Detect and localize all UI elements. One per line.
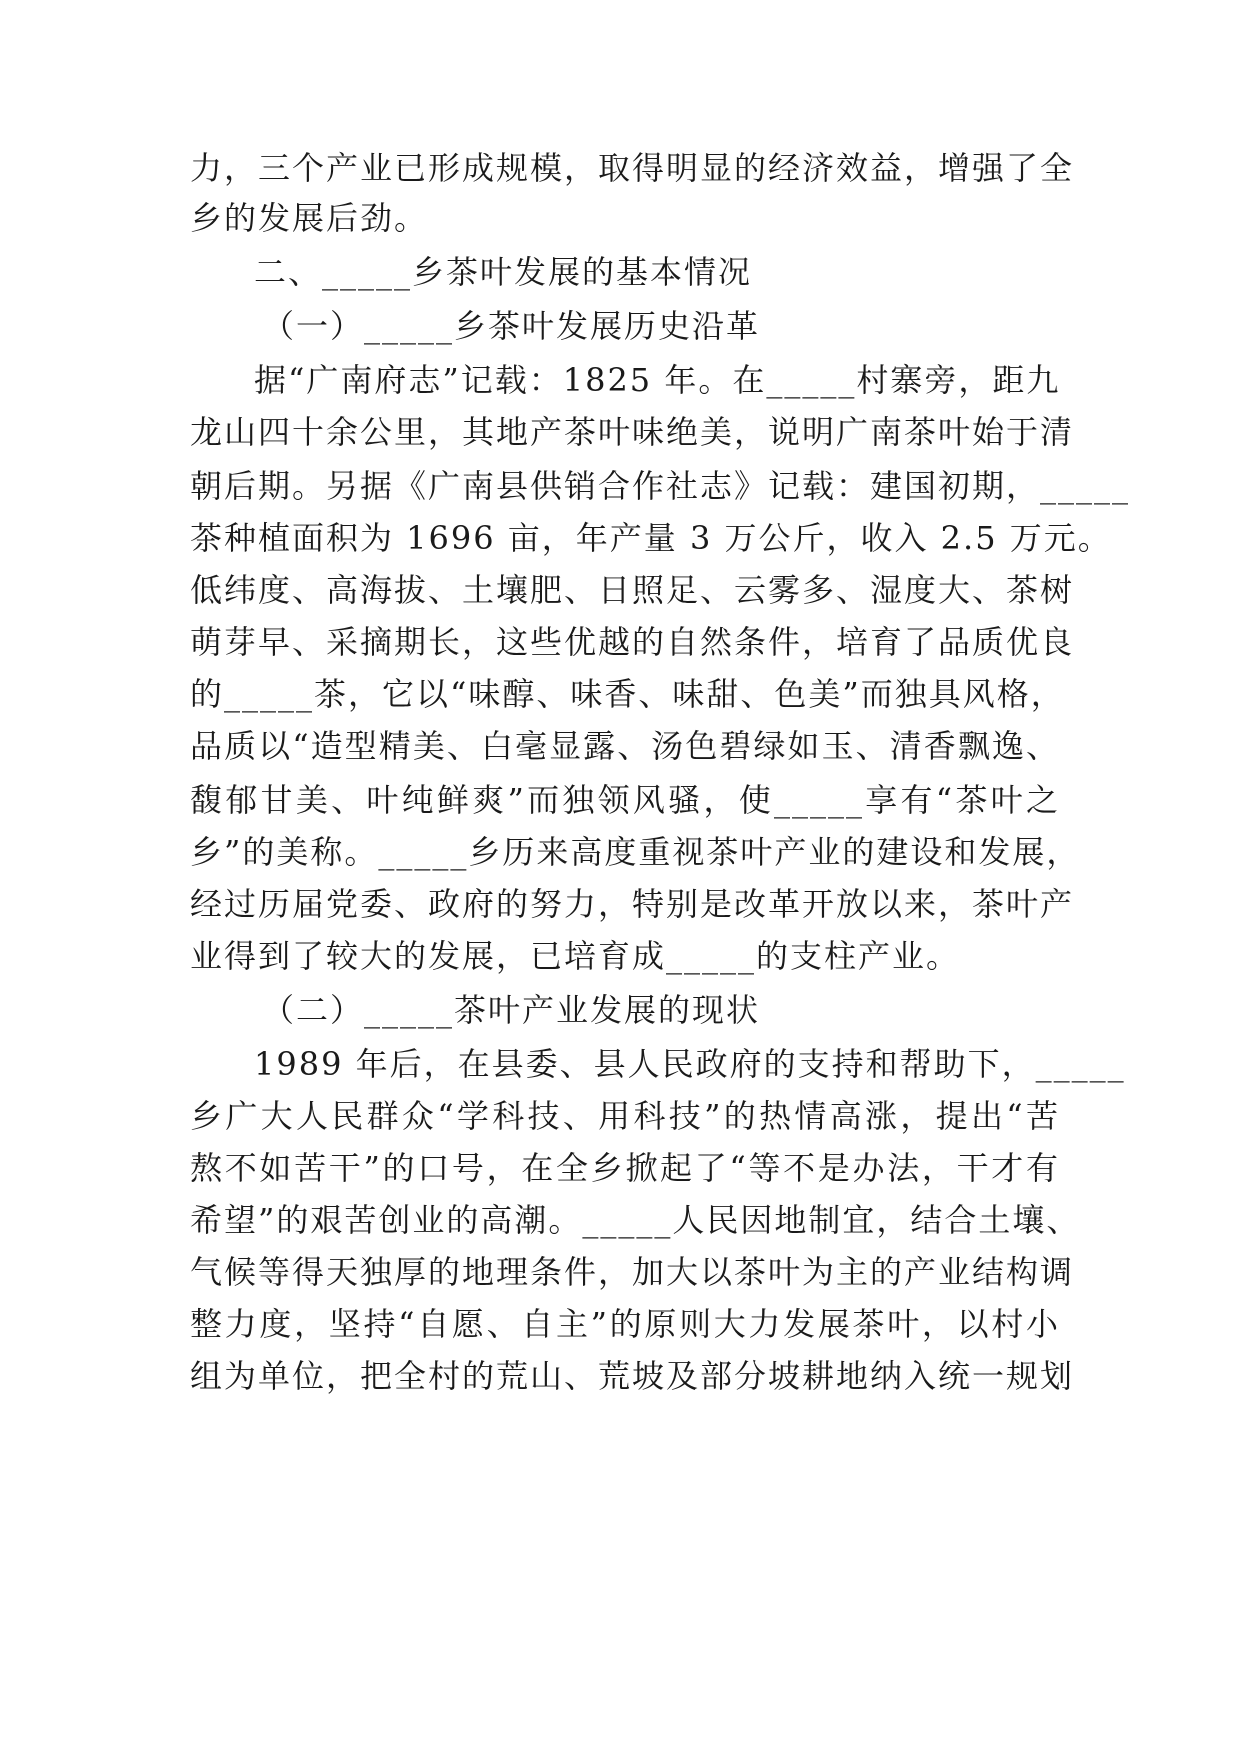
body-text-line: 馥郁甘美、叶纯鲜爽”而独领风骚，使_____享有“茶叶之 — [190, 781, 1060, 819]
body-text-line: 萌芽早、采摘期长，这些优越的自然条件，培育了品质优良 — [190, 623, 1075, 661]
body-text-line: 茶种植面积为 1696 亩，年产量 3 万公斤，收入 2.5 万元。 — [190, 519, 1112, 557]
subsection-heading: （一）_____乡茶叶发展历史沿革 — [262, 307, 761, 345]
body-text-line: 乡”的美称。_____乡历来高度重视茶叶产业的建设和发展， — [190, 833, 1081, 871]
body-text-line: 组为单位，把全村的荒山、荒坡及部分坡耕地纳入统一规划 — [190, 1357, 1075, 1395]
section-heading: 二、_____乡茶叶发展的基本情况 — [254, 253, 753, 291]
body-text-line: 气候等得天独厚的地理条件，加大以茶叶为主的产业结构调 — [190, 1253, 1075, 1291]
body-text-line: 熬不如苦干”的口号，在全乡掀起了“等不是办法，干才有 — [190, 1149, 1060, 1187]
body-text-line: 乡广大人民群众“学科技、用科技”的热情高涨，提出“苦 — [190, 1097, 1060, 1135]
body-text-line: 力，三个产业已形成规模，取得明显的经济效益，增强了全 — [190, 149, 1075, 187]
body-text-line: 经过历届党委、政府的努力，特别是改革开放以来，茶叶产 — [190, 885, 1075, 923]
subsection-heading: （二）_____茶叶产业发展的现状 — [262, 991, 761, 1029]
body-text-line: 希望”的艰苦创业的高潮。_____人民因地制宜，结合土壤、 — [190, 1201, 1081, 1239]
body-text-line: 据“广南府志”记载：1825 年。在_____村寨旁，距九 — [254, 361, 1061, 399]
body-text-line: 业得到了较大的发展，已培育成_____的支柱产业。 — [190, 937, 961, 975]
body-text-line: 低纬度、高海拔、土壤肥、日照足、云雾多、湿度大、茶树 — [190, 571, 1075, 609]
body-text-line: 朝后期。另据《广南县供销合作社志》记载：建国初期，_____ — [190, 467, 1131, 505]
body-text-line: 品质以“造型精美、白毫显露、汤色碧绿如玉、清香飘逸、 — [190, 727, 1060, 765]
body-text-line: 龙山四十余公里，其地产茶叶味绝美，说明广南茶叶始于清 — [190, 413, 1075, 451]
body-text-line: 整力度，坚持“自愿、自主”的原则大力发展茶叶，以村小 — [190, 1305, 1060, 1343]
body-text-line: 1989 年后，在县委、县人民政府的支持和帮助下，_____ — [254, 1045, 1126, 1083]
body-text-line: 乡的发展后劲。 — [190, 199, 429, 237]
body-text-line: 的_____茶，它以“味醇、味香、味甜、色美”而独具风格， — [190, 675, 1065, 713]
